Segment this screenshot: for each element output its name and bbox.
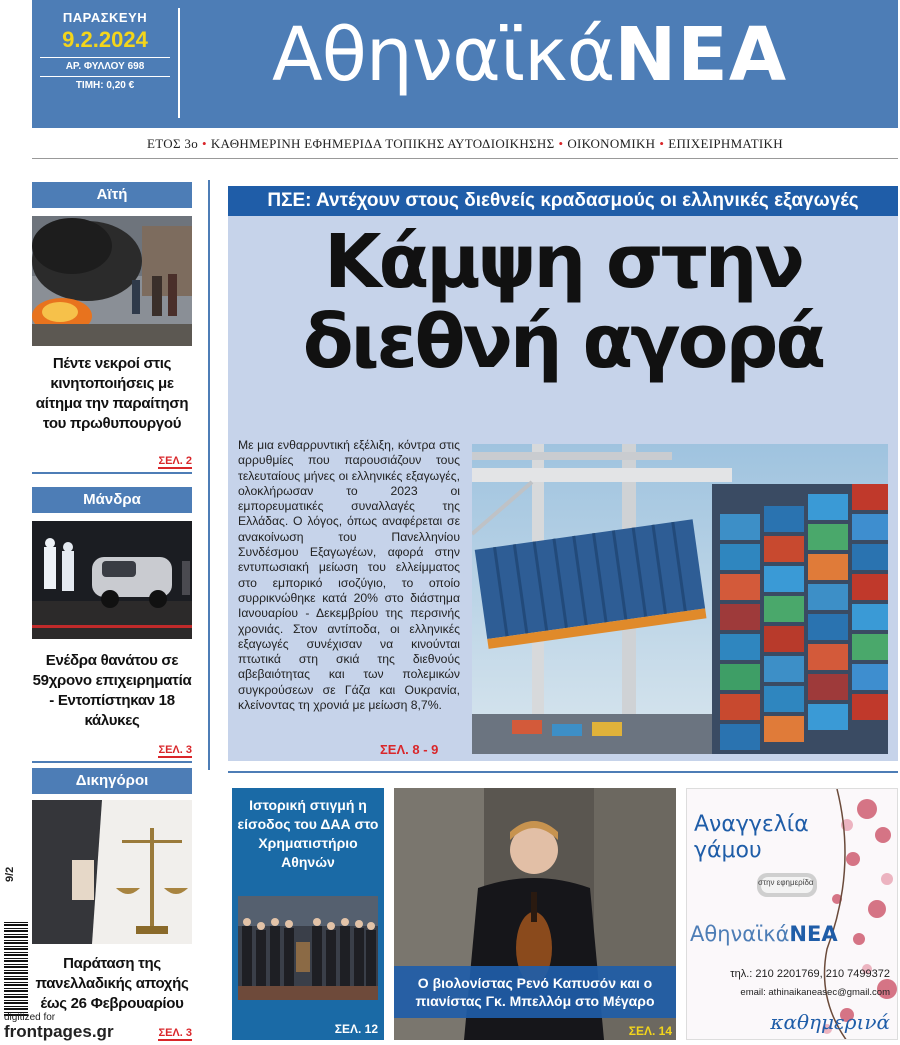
sidebar-page-haiti[interactable] [140,455,192,469]
sidebar-section-haiti[interactable]: Αϊτή [32,182,192,208]
container-port-photo[interactable] [472,444,888,754]
watermark-line-2[interactable]: frontpages.gr [4,1022,114,1041]
sidebar-headline-mandra[interactable]: Ενέδρα θανάτου σε 59χρονο επιχειρηματία - Εντοπίστηκαν 18 κάλυκες [32,652,192,729]
ad-title-line-2: γάμου [694,838,762,863]
column-divider [208,180,210,770]
stock-exchange-page[interactable]: ΣΕΛ. 12 [334,1022,378,1036]
haiti-photo[interactable] [32,216,192,346]
newspaper-logo[interactable] [272,12,787,122]
main-story-body: Με μια ενθαρρυντική εξέλιξη, κόντρα στις αρρυθμίες που παρουσιάζουν τους τελευταίους μήνες οι ελληνικές εξαγωγές, ολοκλήρωσαν το 2023 οι εμπορευματικές συναλλαγές της Ελλάδας. Ο λόγος, όπως αναφέρεται σε ανακοίνωση του Πανελληνίου Συνδέσμου Εξαγωγέων, αφορά στην εντυπωσιακή μείωση του ελλείμματος στο εμπορικό ισοζύγιο, το οποίο συρρικνώθηκε κατά 20% στο διάστημα Ιανουαρίου - Δεκεμβρίου της περσινής χρονιάς. Στον αντίποδα, οι ελληνικές εξαγωγές συνέχισαν να κινούνται πτωτικά στη σκιά της διεθνούς αβεβαιότητας και των πολεμικών συγκρούσεων σε Γάζα και Ουκρανία, κλείνοντας τη χρονιά με μείωση 8,7%. [238,438,460,713]
sidebar-section-mandra[interactable]: Μάνδρα [32,487,192,513]
ad-brand-bold: ΝΕΑ [789,922,838,946]
sidebar-page-mandra[interactable] [140,744,192,758]
sidebar-headline-haiti[interactable]: Πέντε νεκροί στις κινητοποιήσεις με αίτημα την παραίτηση του πρωθυπουργού [35,355,189,432]
stock-exchange-art [238,896,378,1000]
issue-number: ΑΡ. ΦΥΛΛΟΥ 698 [40,57,170,72]
tagline-biz: ΕΠΙΧΕΙΡΗΜΑΤΙΚΗ [668,136,783,151]
issue-info [40,10,170,120]
bottom-rule [228,771,898,773]
ad-brand-logo [690,922,838,946]
scales-of-justice-art [32,800,192,944]
issue-price: ΤΙΜΗ: 0,20 € [40,76,170,91]
sidebar-page-lawyers[interactable] [140,1027,192,1041]
lawyers-photo[interactable] [32,800,192,944]
tagline-desc: ΚΑΘΗΜΕΡΙΝΗ ΕΦΗΜΕΡΙΔΑ ΤΟΠΙΚΗΣ ΑΥΤΟΔΙΟΙΚΗΣΗΣ [210,136,555,151]
ad-subtitle: στην εφημερίδα [758,878,814,887]
page-ref: ΣΕΛ. 3 [158,744,192,756]
stock-exchange-photo[interactable] [238,896,378,1000]
masthead-divider [178,8,180,118]
haiti-photo-art [32,216,192,346]
page-ref: ΣΕΛ. 2 [158,455,192,467]
tagline-year: ΕΤΟΣ 3ο [147,136,198,151]
ad-email[interactable]: email: athinaikaneasec@gmail.com [740,987,890,998]
edge-date: 9/2 [4,866,16,882]
bullet-icon: • [659,136,665,151]
violinist-page[interactable]: ΣΕΛ. 14 [628,1024,672,1038]
headline-line-2: διεθνή αγορά [302,299,824,385]
headline-line-1: Κάμψη στην [324,219,802,305]
issue-date: 9.2.2024 [62,27,148,52]
issue-day: ΠΑΡΑΣΚΕΥΗ [62,10,148,25]
ad-brand-thin: Αθηναϊκά [690,922,790,946]
watermark-line-1: digitized for [4,1012,56,1023]
logo-thin-text: Αθηναϊκά [272,12,615,98]
ad-daily-text: καθημερινά [770,1010,890,1034]
main-headline[interactable] [228,219,898,385]
sidebar-headline-lawyers[interactable]: Παράταση της πανελλαδικής αποχής έως 26 Φεβρουαρίου [35,955,189,1012]
ad-title [694,812,809,864]
ad-phone[interactable]: τηλ.: 210 2201769, 210 7499372 [730,968,890,980]
container-port-art [472,444,888,754]
main-kicker[interactable]: ΠΣΕ: Αντέχουν στους διεθνείς κραδασμούς οι ελληνικές εξαγωγές [228,186,898,216]
sidebar-rule [32,761,192,763]
violinist-caption[interactable]: Ο βιολονίστας Ρενό Καπυσόν και ο πιανίστας Γκ. Μπελλόμ στο Μέγαρο [394,966,676,1018]
page-ref: ΣΕΛ. 3 [158,1027,192,1039]
mandra-photo[interactable] [32,521,192,639]
mandra-photo-art [32,521,192,639]
stock-exchange-headline[interactable]: Ιστορική στιγμή η είσοδος του ΔΑΑ στο Χρηματιστήριο Αθηνών [237,797,379,870]
bullet-icon: • [558,136,564,151]
barcode-icon [4,920,28,1016]
ad-title-line-1: Αναγγελία [694,812,809,837]
sidebar-rule [32,472,192,474]
tagline [32,136,898,152]
tagline-rule [32,158,898,159]
logo-bold-text: ΝΕΑ [614,12,788,98]
main-story-page[interactable]: ΣΕΛ. 8 - 9 [380,742,439,757]
sidebar-section-lawyers[interactable]: Δικηγόροι [32,768,192,794]
tagline-econ: ΟΙΚΟΝΟΜΙΚΗ [567,136,656,151]
bullet-icon: • [202,136,207,151]
